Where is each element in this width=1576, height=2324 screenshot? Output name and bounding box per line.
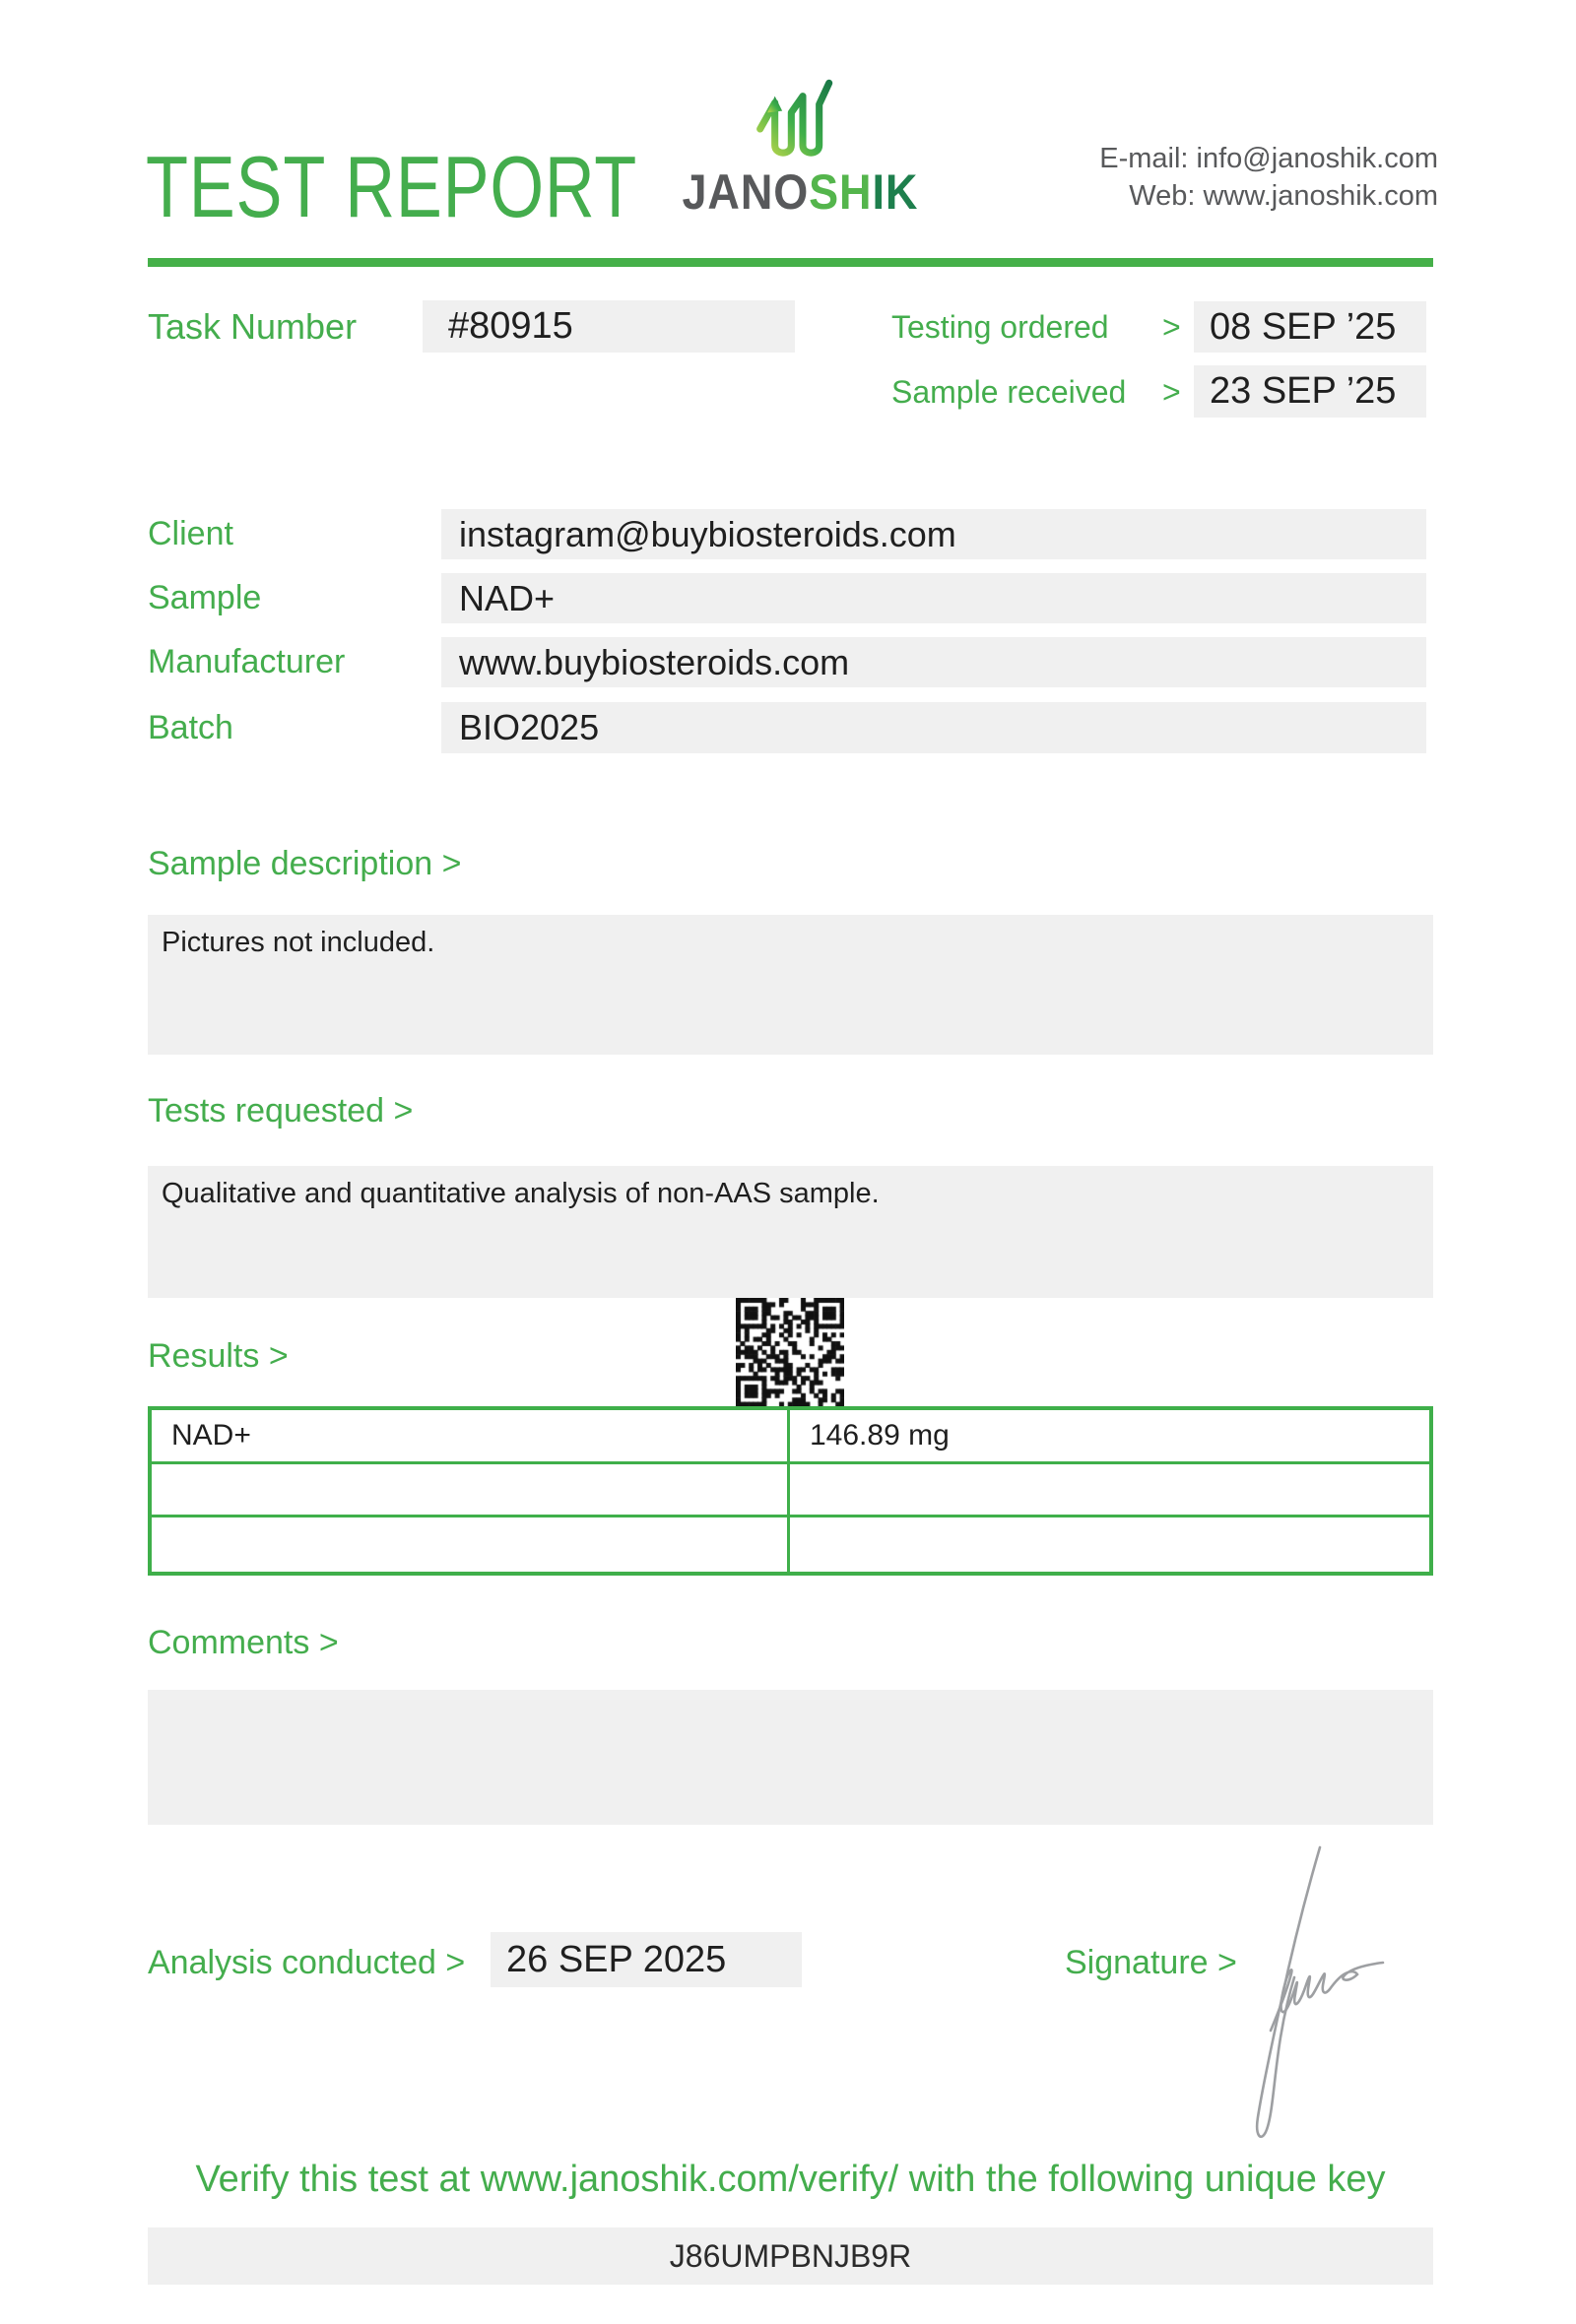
testing-ordered-box	[1194, 301, 1426, 353]
sample-value: NAD+	[459, 577, 556, 618]
sample-label-row	[148, 573, 261, 623]
signature-label: Signature >	[1065, 1944, 1237, 1981]
testing-ordered-arrow: >	[1162, 309, 1181, 345]
logo-wordmark	[682, 164, 919, 220]
sample-received-label: Sample received	[891, 374, 1127, 410]
manufacturer-label-row	[148, 637, 345, 687]
contact-block	[1099, 140, 1438, 215]
logo-text-sh: SH	[809, 164, 873, 220]
manufacturer-value: www.buybiosteroids.com	[459, 641, 850, 682]
janoshik-logo	[670, 75, 919, 220]
result-cell-empty-2	[790, 1464, 1429, 1518]
sample-received-value: 23 SEP ’25	[1210, 370, 1397, 412]
sample-description-box	[148, 915, 1433, 1055]
task-number-label: Task Number	[148, 305, 358, 347]
result-cell-amount: 146.89 mg	[790, 1410, 1429, 1464]
sample-received-arrow: >	[1162, 374, 1181, 410]
unique-key-value: J86UMPBNJB9R	[669, 2237, 912, 2274]
analysis-conducted-label: Analysis conducted >	[148, 1944, 466, 1981]
client-label: Client	[148, 515, 233, 552]
testing-ordered-value: 08 SEP ’25	[1210, 305, 1397, 348]
batch-value-box	[441, 702, 1426, 753]
qr-code	[736, 1298, 844, 1406]
sample-description-heading: Sample description >	[148, 845, 462, 882]
result-cell-empty-1	[152, 1464, 790, 1518]
sample-received-box	[1194, 365, 1426, 418]
growth-chart-icon	[751, 75, 835, 163]
contact-web: Web: www.janoshik.com	[1129, 180, 1438, 212]
header-divider	[148, 258, 1433, 267]
analysis-date-box	[491, 1932, 802, 1987]
signature-image	[1237, 1838, 1414, 2153]
batch-label: Batch	[148, 708, 233, 746]
logo-text-ik: IK	[872, 164, 919, 220]
analysis-date-value: 26 SEP 2025	[506, 1938, 727, 1980]
tests-requested-box	[148, 1166, 1433, 1298]
results-heading: Results >	[148, 1337, 289, 1375]
unique-key-box	[148, 2227, 1433, 2285]
results-table	[148, 1406, 1433, 1576]
task-number-value: #80915	[448, 305, 573, 347]
sample-label: Sample	[148, 579, 262, 616]
comments-box	[148, 1690, 1433, 1825]
task-number-box	[423, 300, 795, 353]
result-cell-substance: NAD+	[152, 1410, 790, 1464]
tests-requested-heading: Tests requested >	[148, 1092, 414, 1130]
tests-requested-text: Qualitative and quantitative analysis of non-AAS sample.	[162, 1178, 880, 1209]
comments-text	[148, 1690, 1433, 1702]
testing-ordered-label: Testing ordered	[891, 309, 1109, 345]
task-number-row	[148, 300, 357, 353]
manufacturer-value-box	[441, 637, 1426, 687]
manufacturer-label: Manufacturer	[148, 643, 346, 680]
contact-email: E-mail: info@janoshik.com	[1099, 143, 1438, 174]
batch-value: BIO2025	[459, 707, 600, 747]
result-cell-empty-3	[152, 1517, 790, 1572]
logo-text-jano: JANO	[682, 164, 810, 220]
result-cell-empty-4	[790, 1517, 1429, 1572]
sample-value-box	[441, 573, 1426, 623]
sample-description-text: Pictures not included.	[162, 927, 435, 958]
batch-label-row	[148, 702, 233, 753]
client-label-row	[148, 509, 233, 559]
verify-instruction: Verify this test at www.janoshik.com/verify/ with the following unique key	[195, 2159, 1386, 2200]
page-title: TEST REPORT	[146, 138, 638, 235]
client-value-box	[441, 509, 1426, 559]
comments-heading: Comments >	[148, 1624, 339, 1661]
client-value: instagram@buybiosteroids.com	[459, 513, 956, 554]
